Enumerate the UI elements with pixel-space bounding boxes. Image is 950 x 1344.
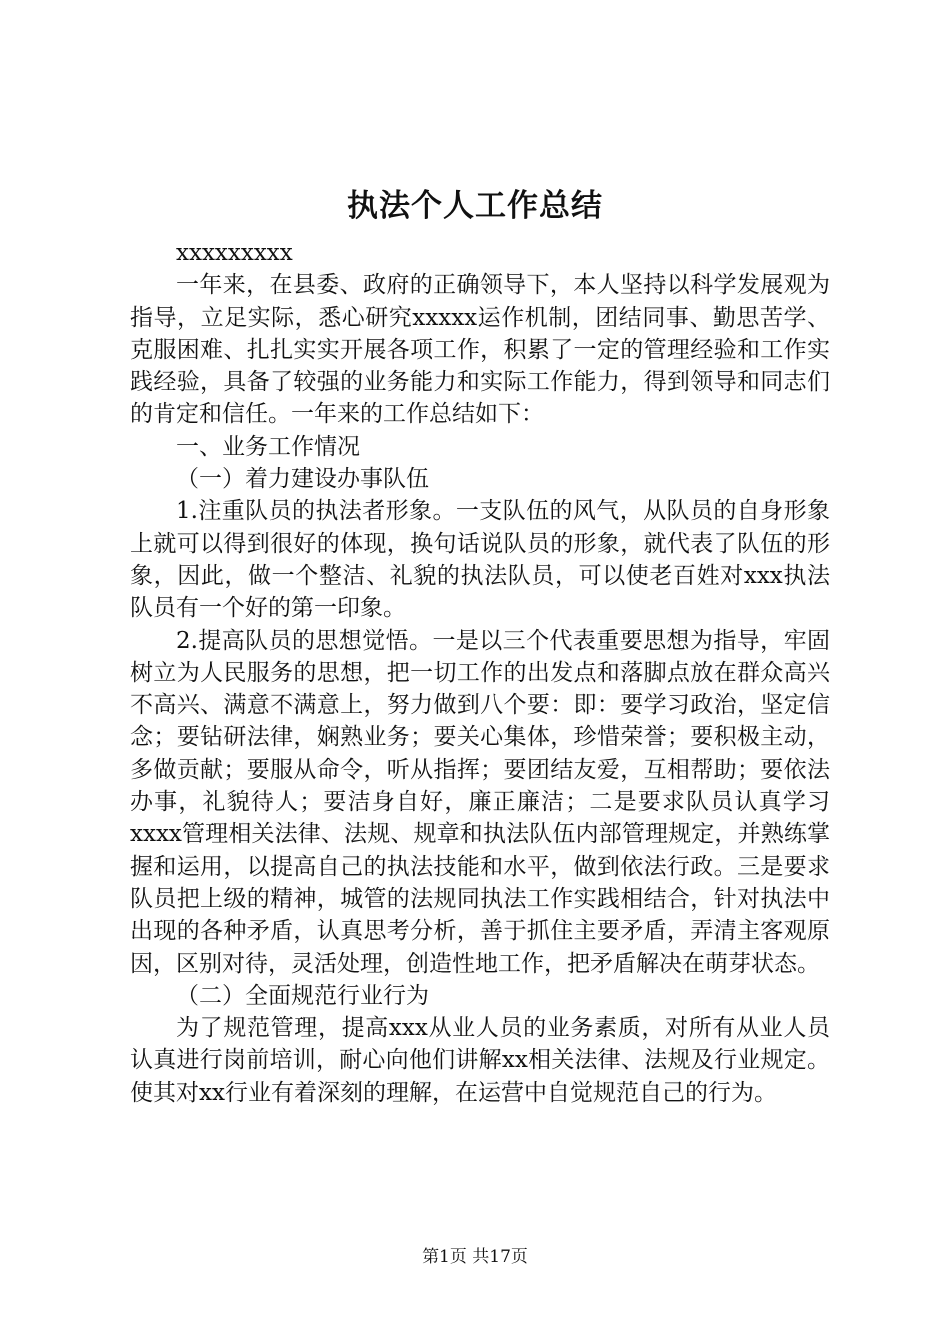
document-body bbox=[130, 237, 830, 1109]
page-number-footer: 第1页 共17页 bbox=[422, 1247, 528, 1267]
paragraph-training: 为了规范管理，提高xxx从业人员的业务素质，对所有从业人员认真进行岗前培训，耐心向他们讲解xx相关法律、法规及行业规定。使其对xx行业有着深刻的理解，在运营中自觉规范自己的行为。 bbox=[130, 1015, 830, 1106]
paragraph-image: 1.注重队员的执法者形象。一支队伍的风气，从队员的自身形象上就可以得到很好的体现，换句话说队员的形象，就代表了队伍的形象，因此，做一个整洁、礼貌的执法队员，可以使老百姓对xxx执法队员有一个好的第一印象。 bbox=[130, 498, 830, 622]
intro-paragraph: 一年来，在县委、政府的正确领导下，本人坚持以科学发展观为指导，立足实际，悉心研究xxxxx运作机制，团结同事、勤思苦学、克服困难、扎扎实实开展各项工作，积累了一定的管理经验和工作实践经验，具备了较强的业务能力和实际工作能力，得到领导和同志们的肯定和信任。一年来的工作总结如下： bbox=[130, 272, 830, 428]
subsection-heading-conduct: （二）全面规范行业行为 bbox=[176, 982, 429, 1009]
subsection-heading-team: （一）着力建设办事队伍 bbox=[176, 466, 429, 493]
section-heading-business: 一、业务工作情况 bbox=[176, 433, 360, 460]
document-title: 执法个人工作总结 bbox=[347, 188, 603, 224]
paragraph-awareness: 2.提高队员的思想觉悟。一是以三个代表重要思想为指导，牢固树立为人民服务的思想，把一切工作的出发点和落脚点放在群众高兴不高兴、满意不满意上，努力做到八个要：即：要学习政治，坚定信念；要钻研法律，娴熟业务；要关心集体，珍惜荣誉；要积极主动，多做贡献；要服从命令，听从指挥；要团结友爱，互相帮助；要依法办事，礼貌待人；要洁身自好，廉正廉洁；二是要求队员认真学习xxxx管理相关法律、法规、规章和执法队伍内部管理规定，并熟练掌握和运用，以提高自己的执法技能和水平，做到依法行政。三是要求队员把上级的精神，城管的法规同执法工作实践相结合，针对执法中出现的各种矛盾，认真思考分析，善于抓住主要矛盾，弄清主客观原因，区别对待，灵活处理，创造性地工作，把矛盾解决在萌芽状态。 bbox=[130, 627, 830, 977]
author-line: xxxxxxxxx bbox=[176, 240, 293, 266]
